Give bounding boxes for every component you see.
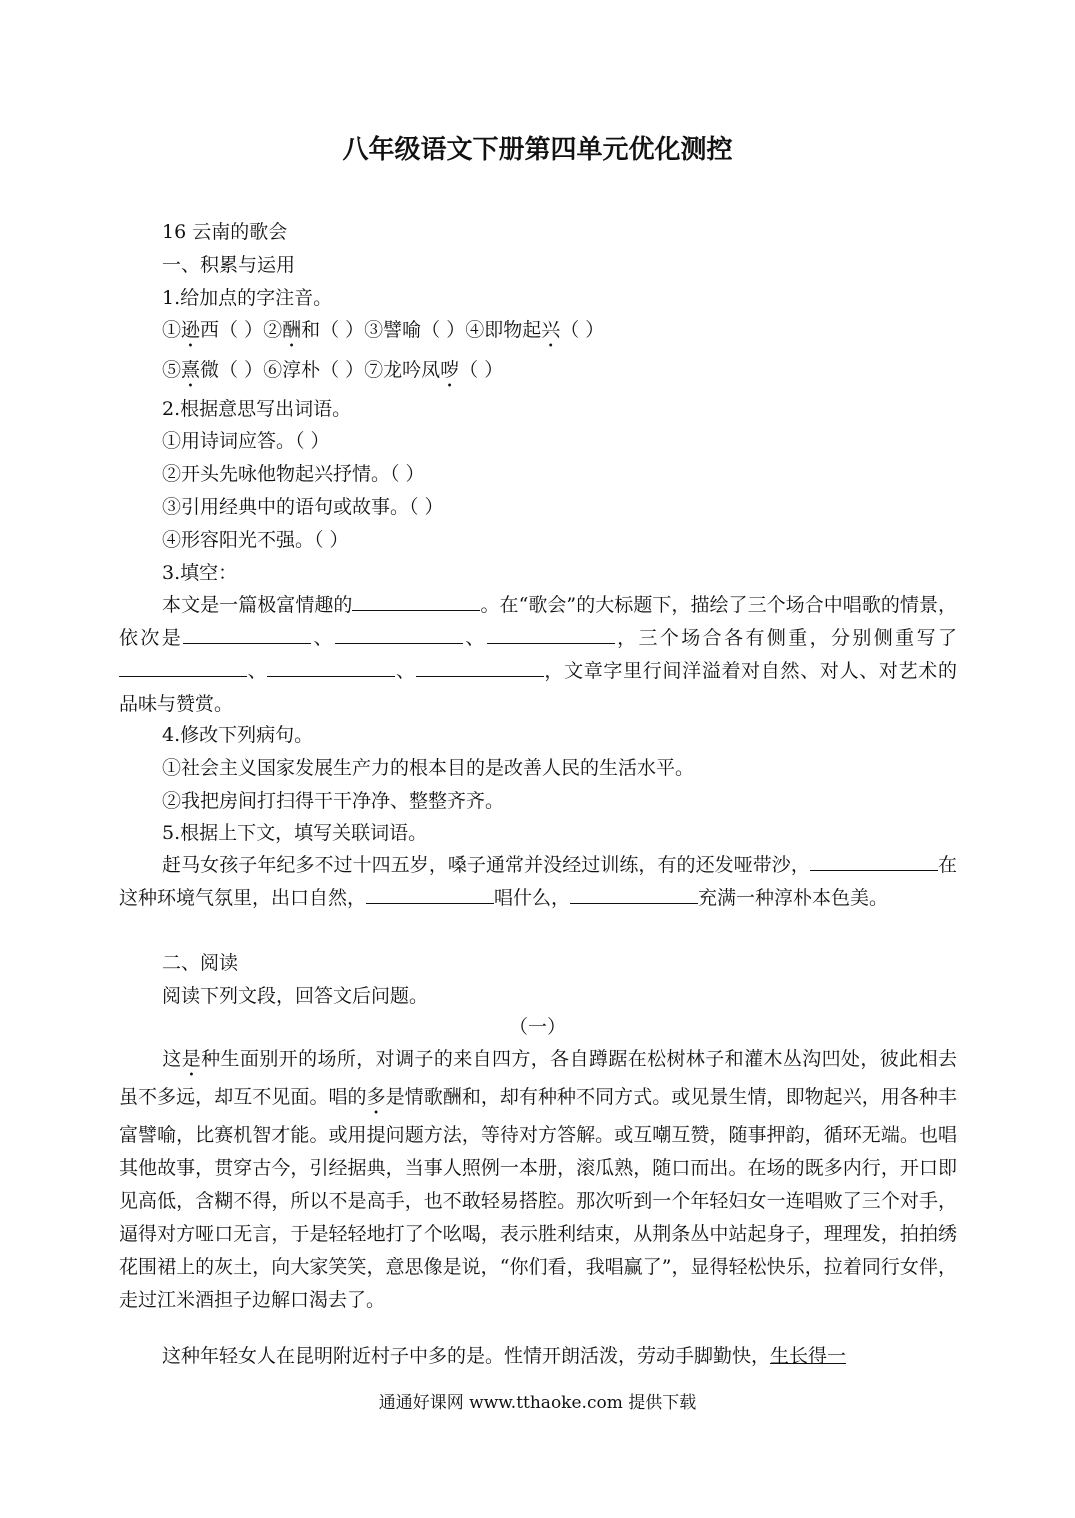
question-2-item: ②开头先咏他物起兴抒情。（ ） xyxy=(162,463,425,485)
answer-blank[interactable] xyxy=(119,658,247,677)
question-1-heading: 1.给加点的字注音。 xyxy=(162,287,333,309)
section-heading-1: 一、积累与运用 xyxy=(162,254,296,276)
answer-blank[interactable] xyxy=(366,885,494,904)
question-5-heading: 5.根据上下文，填写关联词语。 xyxy=(162,822,428,844)
passage-number: （一） xyxy=(508,1016,566,1038)
question-4-item: ①社会主义国家发展生产力的根本目的是改善人民的生活水平。 xyxy=(162,757,695,779)
reading-passage-continued: 这种年轻女人在昆明附近村子中多的是。性情开朗活泼，劳动手脚勤快，生长得一 xyxy=(162,1345,847,1367)
question-2-item: ③引用经典中的语句或故事。（ ） xyxy=(162,496,444,518)
pinyin-item: ⑦龙吟凤哕（ ） xyxy=(364,359,504,381)
pinyin-item: ⑥淳朴（ ） xyxy=(263,359,365,381)
pinyin-item: ①逊西（ ） xyxy=(162,319,264,341)
question-2-item: ①用诗词应答。（ ） xyxy=(162,430,330,452)
answer-blank[interactable] xyxy=(416,658,544,677)
answer-blank[interactable] xyxy=(335,625,463,644)
question-4-item: ②我把房间打扫得干干净净、整整齐齐。 xyxy=(162,790,505,812)
answer-blank[interactable] xyxy=(352,592,480,611)
question-3-heading: 3.填空： xyxy=(162,562,238,584)
question-4-heading: 4.修改下列病句。 xyxy=(162,724,314,746)
answer-blank[interactable] xyxy=(570,885,698,904)
pinyin-item: ④即物起兴（ ） xyxy=(465,319,605,341)
pinyin-item: ②酬和（ ） xyxy=(263,319,365,341)
answer-blank[interactable] xyxy=(810,852,938,871)
reading-instructions: 阅读下列文段，回答文后问题。 xyxy=(162,985,429,1007)
page-footer: 通通好课网 www.tthaoke.com 提供下载 xyxy=(378,1393,697,1413)
question-2-heading: 2.根据意思写出词语。 xyxy=(162,398,352,420)
question-2-item: ④形容阳光不强。（ ） xyxy=(162,529,349,551)
reading-passage: 这是种生面别开的场所，对调子的来自四方，各自蹲踞在松树林子和灌木丛沟凹处，彼此相去虽不多远，却互不见面。唱的多是情歌酬和，却有种种不同方式。或见景生情，即物起兴，用各种丰富譬喻，比赛机智才能。或用提问题方法，等待对方答解。或互嘲互赞，随事押韵，循环无端。也唱其他故事，贯穿古今，引经据典，当事人照例一本册，滚瓜熟，随口而出。在场的既多内行，开口即见高低，含糊不得，所以不是高手，也不敢轻易搭腔。那次听到一个年轻妇女一连唱败了三个对手，逼得对方哑口无言，于是轻轻地打了个吆喝，表示胜利结束，从荆条丛中站起身子，理理发，拍拍绣花围裙上的灰土，向大家笑笑，意思像是说，“你们看，我唱赢了”，显得轻松快乐，拉着同行女伴，走过江米酒担子边解口渴去了。 xyxy=(119,1048,957,1311)
lesson-title: 16 云南的歌会 xyxy=(162,221,288,243)
answer-blank[interactable] xyxy=(267,658,395,677)
question-1-row-2 xyxy=(162,356,503,392)
answer-blank[interactable] xyxy=(487,625,615,644)
question-5-text: 赶马女孩子年纪多不过十四五岁，嗓子通常并没经过训练，有的还发哑带沙， 在这种环境气氛里，出口自然， 唱什么， 充满一种淳朴本色美。 xyxy=(119,854,957,909)
page-title: 八年级语文下册第四单元优化测控 xyxy=(342,135,733,165)
question-1-row-1 xyxy=(162,316,604,352)
underlined-phrase: 生长得一 xyxy=(770,1345,847,1367)
question-3-text: 本文是一篇极富情趣的 。在“歌会”的大标题下，描绘了三个场合中唱歌的情景，依次是 、 、 ，三个场合各有侧重，分别侧重写了、 、 ，文章字里行间洋溢着对自然、对人、对艺术的品味与赞赏。 xyxy=(119,594,957,715)
answer-blank[interactable] xyxy=(183,625,311,644)
section-heading-2: 二、阅读 xyxy=(162,952,239,974)
pinyin-item: ⑤熹微（ ） xyxy=(162,359,264,381)
pinyin-item: ③譬喻（ ） xyxy=(364,319,466,341)
